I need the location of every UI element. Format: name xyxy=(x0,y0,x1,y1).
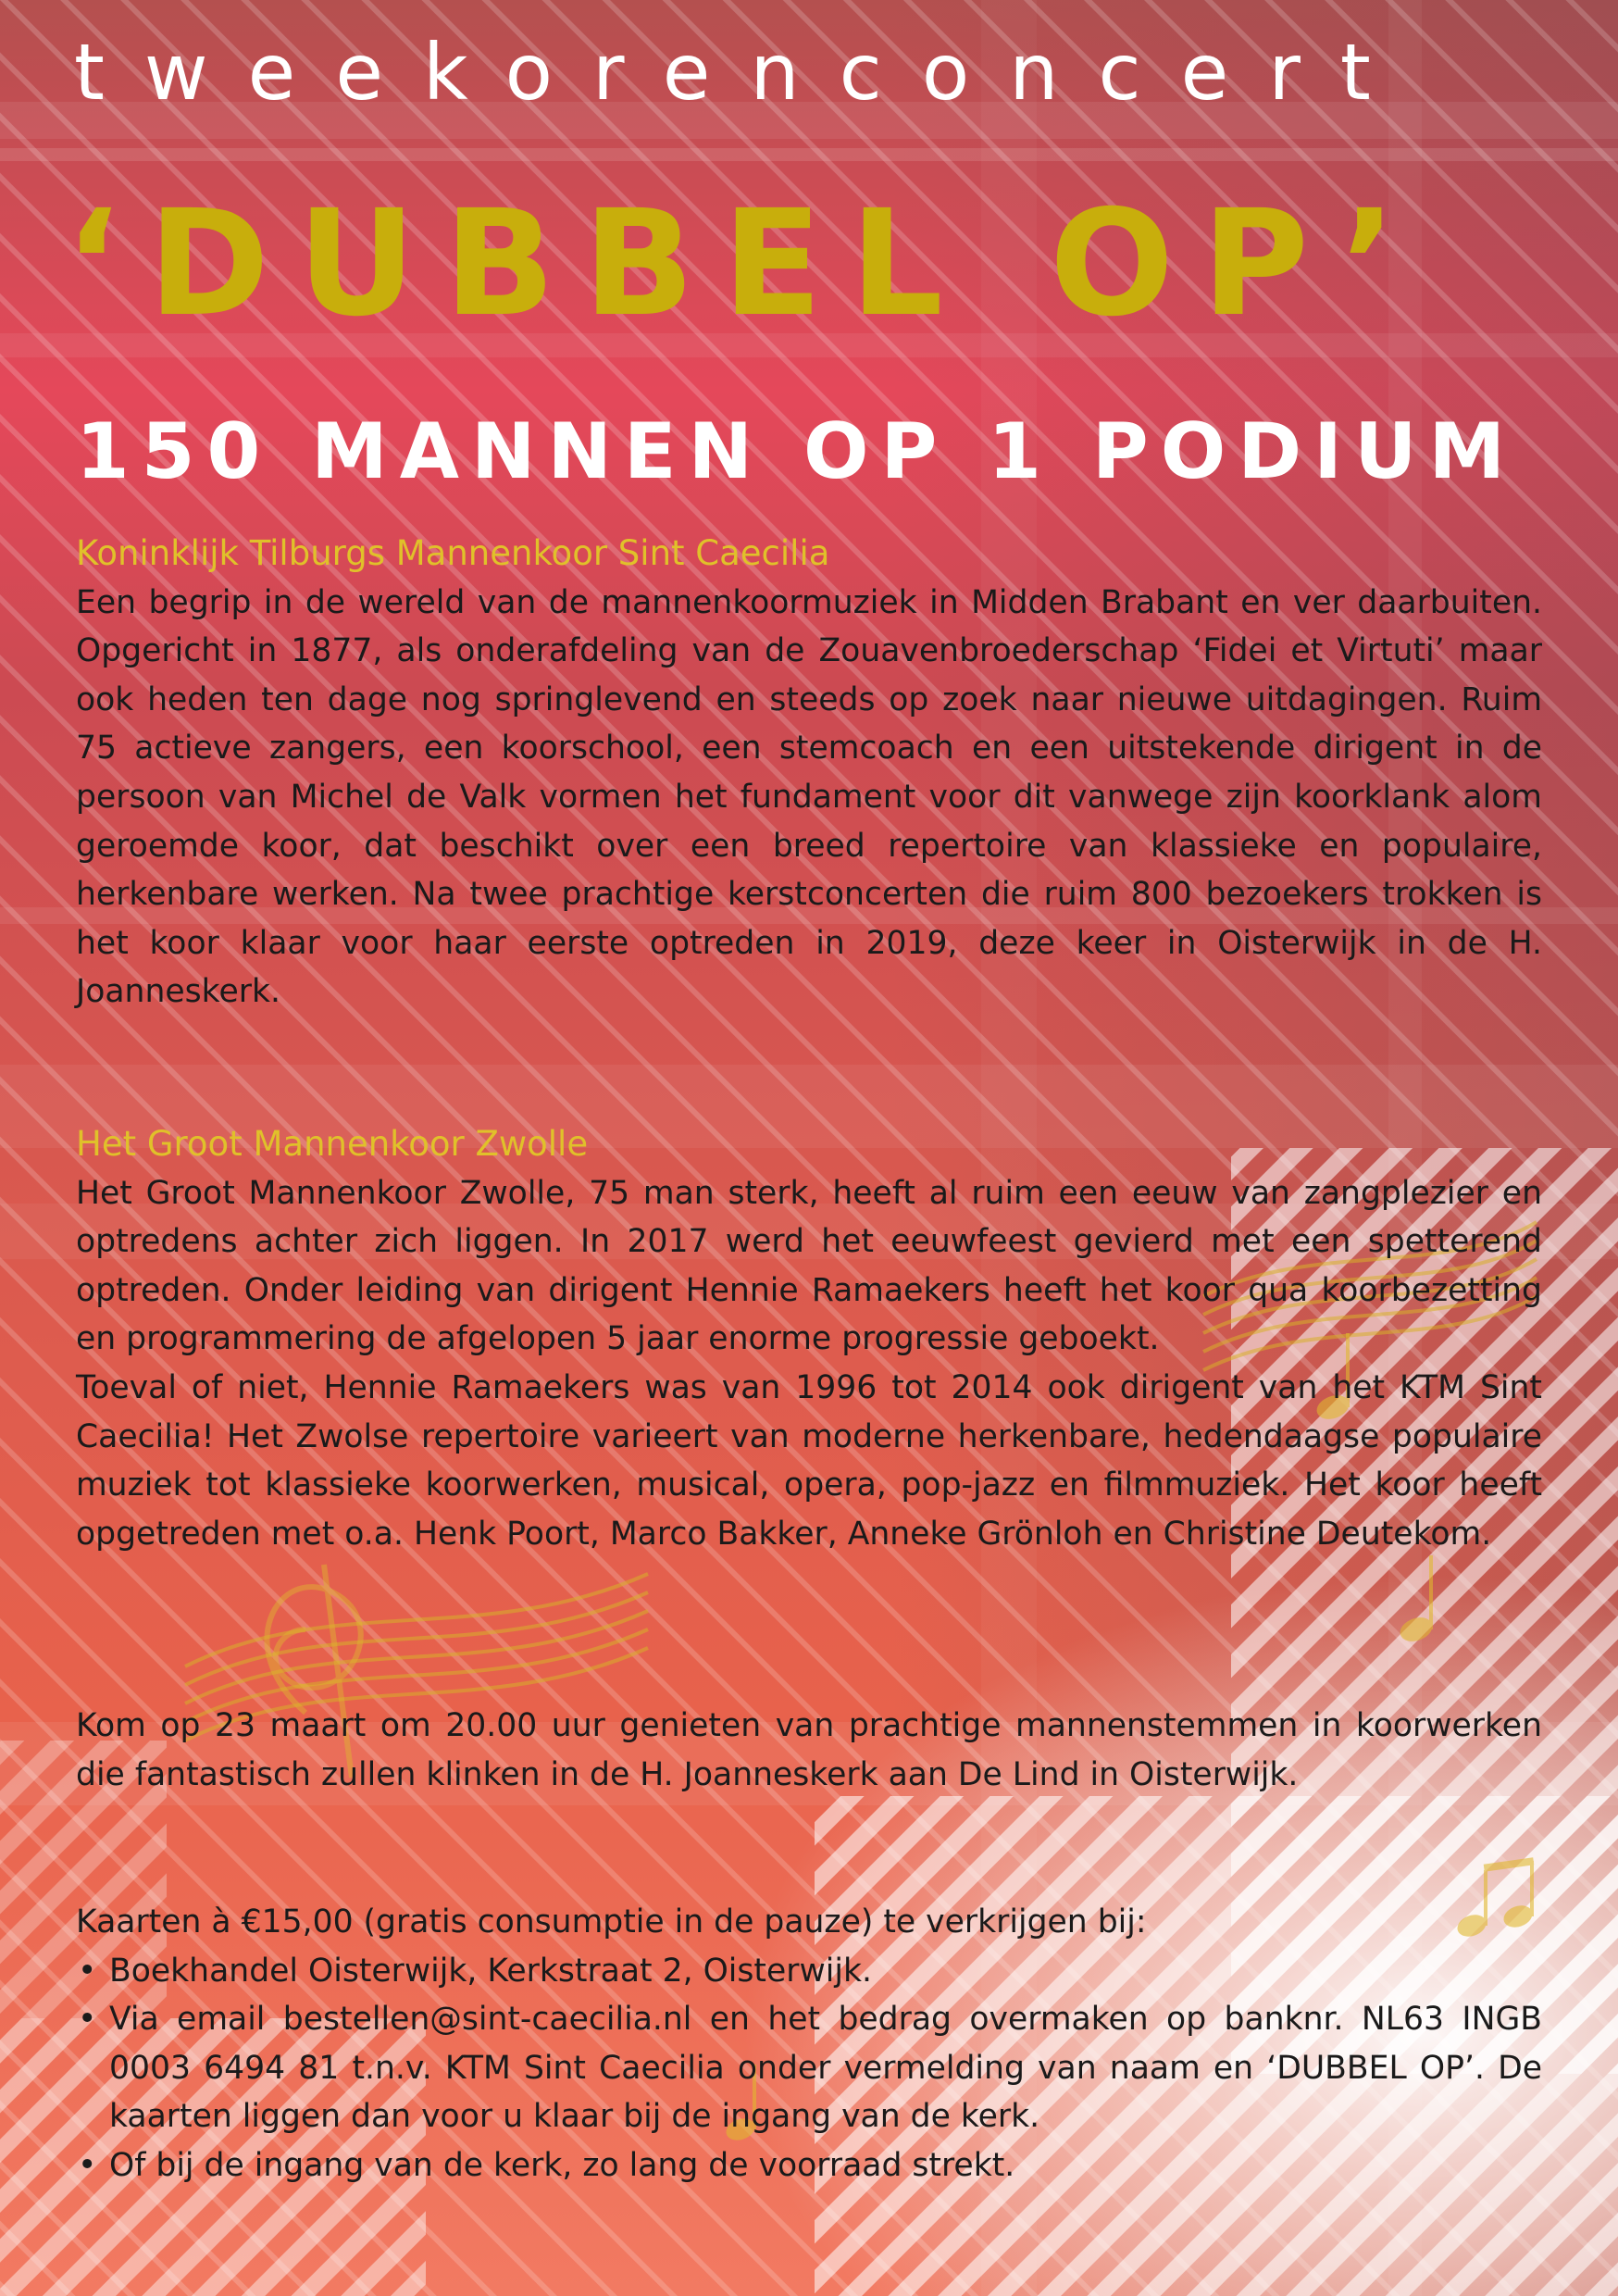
concert-title: ‘DUBBEL OP’ xyxy=(65,179,1425,349)
invitation-text: Kom op 23 maart om 20.00 uur genieten van prachtige mannenstemmen in koorwerken die fantastisch zullen klinken in de H. Joanneskerk aan De Lind in Oisterwijk. xyxy=(76,1707,1542,1793)
tickets-section xyxy=(76,1898,1542,2190)
choir-section-tilburg xyxy=(76,530,1542,1017)
ticket-outlet-list xyxy=(76,1947,1542,2190)
list-item: • Of bij de ingang van de kerk, zo lang de voorraad strekt. xyxy=(76,2141,1542,2190)
choir-section-zwolle xyxy=(76,1120,1542,1558)
list-item: • Via email bestellen@sint-caecilia.nl en het bedrag overmaken op banknr. NL63 INGB 0003 6494 81 t.n.v. KTM Sint Caecilia onder vermelding van naam en ‘DUBBEL OP’. De kaarten liggen dan voor u klaar bij de ingang van de kerk. xyxy=(76,1995,1542,2141)
invitation-section xyxy=(76,1702,1542,1799)
section-heading: Het Groot Mannenkoor Zwolle xyxy=(76,1124,589,1164)
section-text: Het Groot Mannenkoor Zwolle, 75 man sterk, heeft al ruim een eeuw van zangplezier en optredens achter zich liggen. In 2017 werd het eeuwfeest gevierd met een spetterend optreden. Onder leiding van dirigent Hennie Ramaekers heeft het koor qua koorbezetting en programmering de afgelopen 5 jaar enorme progressie geboekt. xyxy=(76,1174,1542,1358)
concert-kicker: tweekorenconcert xyxy=(74,27,1411,118)
list-item: • Boekhandel Oisterwijk, Kerkstraat 2, Oisterwijk. xyxy=(76,1947,1542,1996)
tickets-intro: Kaarten à €15,00 (gratis consumptie in de pauze) te verkrijgen bij: xyxy=(76,1903,1147,1940)
section-heading: Koninklijk Tilburgs Mannenkoor Sint Caecilia xyxy=(76,533,830,573)
concert-subtitle: 150 MANNEN OP 1 PODIUM xyxy=(76,406,1518,496)
section-text: Een begrip in de wereld van de mannenkoormuziek in Midden Brabant en ver daarbuiten. Opgericht in 1877, als onderafdeling van de Zouavenbroederschap ‘Fidei et Virtuti’ maar ook heden ten dage nog springlevend en steeds op zoek naar nieuwe uitdagingen. Ruim 75 actieve zangers, een koorschool, een stemcoach en een uitstekende dirigent in de persoon van Michel de Valk vormen het fundament voor dit vanwege zijn koorklank alom geroemde koor, dat beschikt over een breed repertoire van klassieke en populaire, herkenbare werken. Na twee prachtige kerstconcerten die ruim 800 bezoekers trokken is het koor klaar voor haar eerste optreden in 2019, deze keer in Oisterwijk in de H. Joanneskerk. xyxy=(76,583,1542,1011)
section-text: Toeval of niet, Hennie Ramaekers was van 1996 tot 2014 ook dirigent van het KTM Sint Caecilia! Het Zwolse repertoire varieert van moderne herkenbare, hedendaagse populaire muziek tot klassieke koorwerken, musical, opera, pop-jazz en filmmuziek. Het koor heeft opgetreden met o.a. Henk Poort, Marco Bakker, Anneke Grönloh en Christine Deutekom. xyxy=(76,1368,1542,1553)
